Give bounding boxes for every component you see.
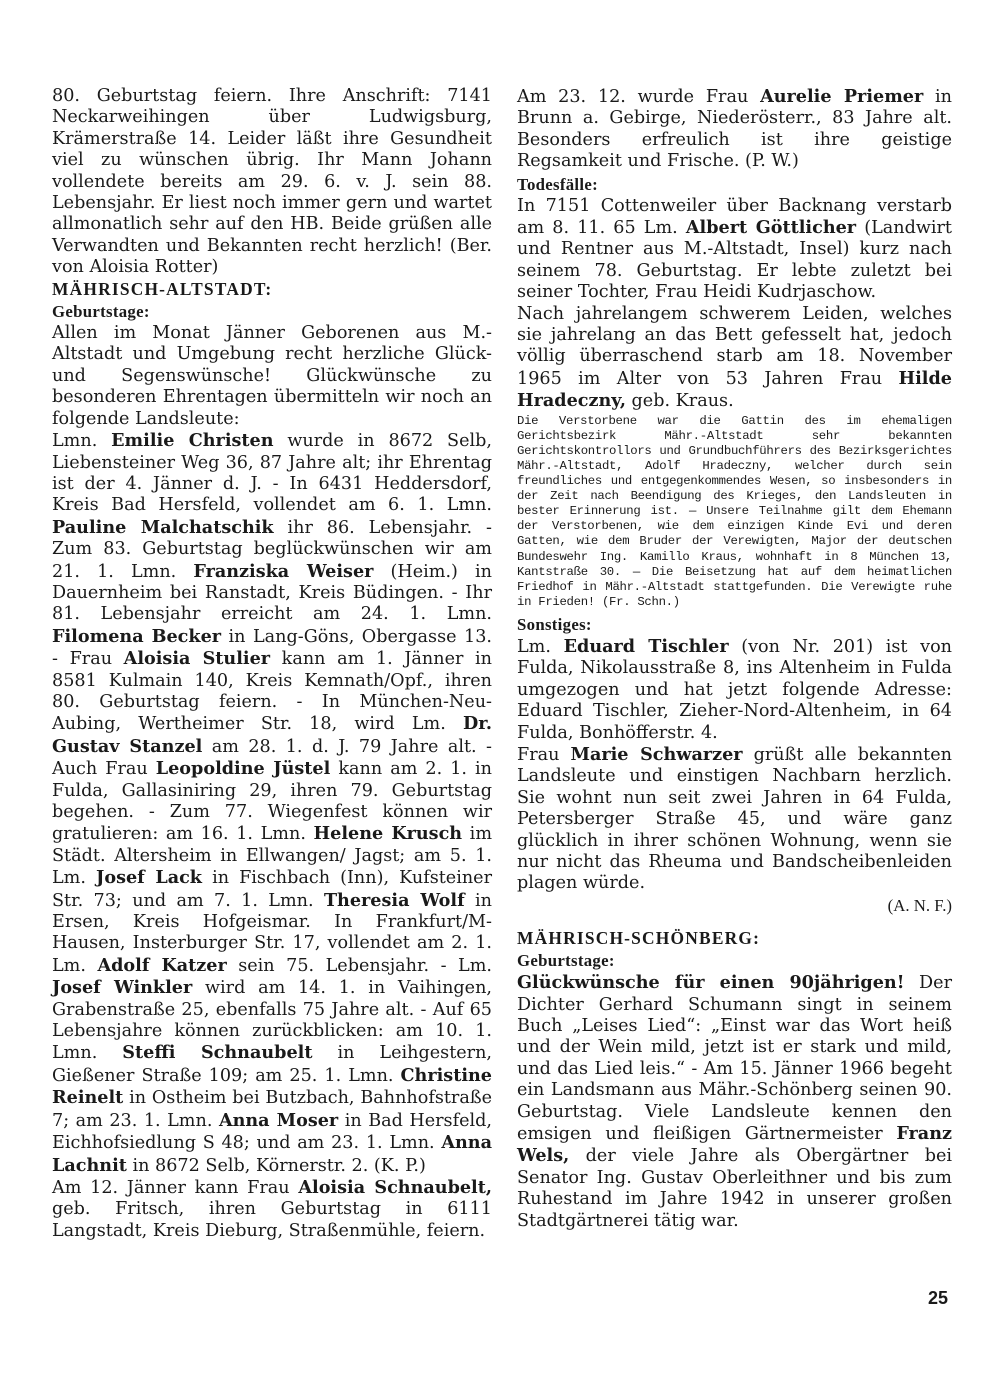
- right-column: [517, 86, 952, 1232]
- text-span: (Landwirt und Rentner aus M.-Altstadt, Insel) kurz nach seinem 78. Geburtstag. Er lebte zuletzt bei seiner Tochter, Frau Heidi Kudrjaschow.: [517, 218, 953, 303]
- text-span: in 8672 Selb, Körnerstr. 2. (K. P.): [126, 1155, 426, 1176]
- text-span: in Bad Hersfeld, Eichhofsiedlung S 48; und am 23. 1. Lmn.: [52, 1110, 492, 1154]
- text-span: Lmn.: [52, 431, 112, 452]
- text-span: der viele Jahre als Obergärtner bei Senator Ing. Gustav Oberleithner und bis zum Ruhestand im Jahre 1942 in unserer großen Stadtgärtnerei tätig war.: [517, 1146, 952, 1231]
- text-span: Nach jahrelangem schwerem Leiden, welches sie jahrelang an das Bett gefesselt hat, jedoch völlig überraschend starb am 18. November 1965 im Alter von 53 Jahren Frau: [517, 303, 952, 389]
- text-span: sein 75. Lebensjahr. - Lm.: [226, 955, 492, 976]
- text-span: in Ersen, Kreis Hofgeismar. In Frankfurt/M-Hausen, Insterburger Str. 17, vollendet am 2. 1. Lm.: [52, 890, 492, 976]
- person-name: Franz Wels,: [517, 1123, 952, 1167]
- text-span: In 7151 Cottenweiler über Backnang verstarb am 8. 11. 65 Lm.: [517, 195, 952, 239]
- person-name: Josef Lack: [96, 867, 203, 889]
- miscellaneous-heading: Sonstiges:: [517, 614, 592, 634]
- person-name: Anna Moser: [218, 1109, 339, 1131]
- text-span: am 28. 1. d. J. 79 Jahre alt. - Auch Frau: [52, 736, 492, 780]
- schumann-paragraph: [517, 972, 952, 1232]
- section-heading-maehrisch-schoenberg: MÄHRISCH-SCHÖNBERG:: [517, 927, 761, 948]
- person-name: Hilde Hradeczny,: [517, 367, 952, 412]
- left-column: [52, 86, 492, 1242]
- text-span: grüßt alle bekannten Landsleute und einstigen Nachbarn herzlich. Sie wohnt nun seit zwei Jahren in 64 Fulda, Petersberger Straße 45, und wäre ganz glücklich in ihrer schönen Wohnung, wenn sie nur nicht das Rheuma und Bandscheibenleiden plagen würde.: [517, 744, 952, 894]
- person-name: Emilie Christen: [111, 430, 274, 452]
- schwarzer-paragraph: [517, 744, 952, 895]
- person-name: Theresia Wolf: [323, 889, 465, 911]
- person-name: Anna Lachnit: [52, 1132, 492, 1176]
- deaths-heading: Todesfälle:: [517, 174, 598, 194]
- birthdays-heading-2: Geburtstage:: [517, 951, 615, 971]
- person-name: Albert Göttlicher: [685, 217, 857, 239]
- intro-paragraph: 80. Geburtstag feiern. Ihre Anschrift: 7141 Neckarweihingen über Ludwigsburg, Krämerstraße 14. Leider läßt ihre Gesundheit viel zu wünschen übrig. Ihr Mann Johann vollendete bereits am 29. 6. v. J. sein 88. Lebensjahr. Er liest noch immer gern und wartet allmonatlich sehr auf den HB. Beide grüßen alle Verwandten und Bekannten recht herzlich! (Ber. von Aloisia Rotter): [52, 86, 492, 278]
- signature: (A. N. F.): [887, 895, 952, 915]
- person-name: Filomena Becker: [52, 625, 222, 647]
- text-span: wird am 14. 1. in Vaihingen, Grabenstraße 25, ebenfalls 75 Jahre alt. - Auf 65 Lebensjahre können zurückblicken: am 10. 1. Lmn.: [52, 978, 493, 1064]
- person-name: Aloisia Schnaubelt,: [298, 1176, 492, 1198]
- lead-headline: Glückwünsche für einen 90jährigen!: [517, 972, 905, 994]
- text-span: geb. Kraus.: [625, 391, 734, 412]
- tischler-paragraph: [517, 636, 952, 744]
- person-name: Dr. Gustav Stanzel: [52, 713, 492, 757]
- person-name: Helene Krusch: [313, 823, 463, 845]
- text-span: im Städt. Altersheim in Ellwangen/ Jagst; am 5. 1. Lm.: [52, 824, 492, 889]
- person-name: Leopoldine Jüstel: [155, 758, 331, 780]
- text-span: in Lang-Göns, Obergasse 13. - Frau: [52, 626, 492, 670]
- schnaubelt-paragraph: [52, 1177, 492, 1242]
- text-span: Lm.: [517, 636, 564, 657]
- person-name: Josef Winkler: [52, 977, 193, 999]
- birthdays-heading: Geburtstage:: [52, 302, 150, 322]
- text-span: in Fischbach (Inn), Kufsteiner Str. 73; und am 7. 1. Lmn.: [52, 868, 492, 911]
- birthday-list-paragraph: [52, 430, 492, 1177]
- text-span: Frau: [517, 744, 571, 765]
- hradeczny-paragraph: [517, 304, 952, 413]
- text-span: (Heim.) in Dauernheim bei Ranstadt, Kreis Büdingen. - Ihr 81. Lebensjahr erreicht am 24. 1. Lmn.: [52, 561, 492, 625]
- text-span: kann am 1. Jänner in 8581 Kulmain 140, Kreis Kemnath/Opf., ihren 80. Geburtstag feiern. - In München-Neu-Aubing, Wertheimer Str. 18, wird Lm.: [52, 649, 492, 735]
- text-span: Am 23. 12. wurde Frau: [517, 87, 761, 107]
- text-span: geb. Fritsch, ihren Geburtstag in 6111 Langstadt, Kreis Dieburg, Straßenmühle, feiern.: [52, 1199, 492, 1241]
- page-number: 25: [928, 1288, 949, 1308]
- obituary-small-print: Die Verstorbene war die Gattin des im ehemaligen Gerichtsbezirk Mähr.-Altstadt sehr bekannten Gerichtskontrollors und Grundbuchführers des Bezirksgerichtes Mähr.-Altstadt, Adolf Hradeczny, welcher durch sein freundliches und entgegenkommendes Wesen, so insbesonders in der Zeit nach Beendigung des Krieges, den Landsleuten in bester Erinnerung ist. — Unsere Teilnahme gilt dem Ehemann der Verstorbenen, wie dem einzigen Kinde Evi und deren Gatten, wie dem Bruder der Verewigten, Major der deutschen Bundeswehr Ing. Kamillo Kraus, wohnhaft in 8 München 13, Kantstraße 30. — Die Beisetzung hat auf dem heimatlichen Friedhof in Mähr.-Altstadt stattgefunden. Die Verewigte ruhe in Frieden! (Fr. Schn.): [517, 413, 952, 609]
- text-span: Am 12. Jänner kann Frau: [52, 1177, 299, 1198]
- text-span: in Ostheim bei Butzbach, Bahnhofstraße 7; am 23. 1. Lmn.: [52, 1088, 492, 1131]
- person-name: Aurelie Priemer: [760, 86, 924, 107]
- person-name: Pauline Malchatschik: [52, 516, 274, 538]
- priemer-paragraph: [517, 86, 952, 173]
- text-span: in Leihgestern, Gießener Straße 109; am 25. 1. Lmn.: [52, 1043, 493, 1086]
- text-span: Der Dichter Gerhard Schumann singt in seinem Buch „Leises Lied“: „Einst war das Wort heiß und der Wein mild, jetzt ist er stark und mild, und das Lied leis.“ - Am 15. Jänner 1966 begeht ein Landsmann aus Mähr.-Schönberg seinen 90. Geburtstag. Viele Landsleute kennen den emsigen und fleißigen Gärtnermeister: [517, 973, 952, 1145]
- person-name: Steffi Schnaubelt: [122, 1042, 313, 1064]
- person-name: Marie Schwarzer: [570, 743, 743, 765]
- greeting-paragraph: Allen im Monat Jänner Geborenen aus M.-Altstadt und Umgebung recht herzliche Glück- und Segenswünsche! Glückwünsche zu besonderen Ehrentagen übermitteln wir noch an folgende Landsleute:: [52, 323, 492, 429]
- person-name: Adolf Katzer: [97, 954, 227, 976]
- person-name: Christine Reinelt: [52, 1064, 492, 1109]
- section-heading-maehrisch-altstadt: MÄHRISCH-ALTSTADT:: [52, 278, 273, 299]
- person-name: Franziska Weiser: [193, 560, 374, 582]
- text-span: in Brunn a. Gebirge, Niederösterr., 83 Jahre alt. Besonders erfreulich ist ihre geistige Regsamkeit und Frische. (P. W.): [517, 87, 952, 172]
- person-name: Aloisia Stulier: [123, 648, 271, 670]
- person-name: Eduard Tischler: [563, 635, 729, 657]
- text-span: ihr 86. Lebensjahr. - Zum 83. Geburtstag beglückwünschen wir am 21. 1. Lmn.: [52, 517, 492, 582]
- goettlicher-paragraph: [517, 196, 952, 304]
- text-span: (von Nr. 201) ist von Fulda, Nikolausstraße 8, ins Altenheim in Fulda umgezogen und hat jetzt folgende Adresse: Eduard Tischler, Zieher-Nord-Altenheim, in 64 Fulda, Bonhöfferstr. 4.: [517, 636, 953, 743]
- text-span: wurde in 8672 Selb, Liebensteiner Weg 36, 87 Jahre alt; ihr Ehrentag ist der 4. Jänner d. J. - In 6431 Heddersdorf, Kreis Bad Hersfeld, vollendet am 6. 1. Lmn.: [52, 431, 492, 516]
- text-span: kann am 2. 1. in Fulda, Gallasiniring 29, ihren 79. Geburtstag begehen. - Zum 77. Wiegenfest können wir gratulieren: am 16. 1. Lmn.: [52, 759, 493, 845]
